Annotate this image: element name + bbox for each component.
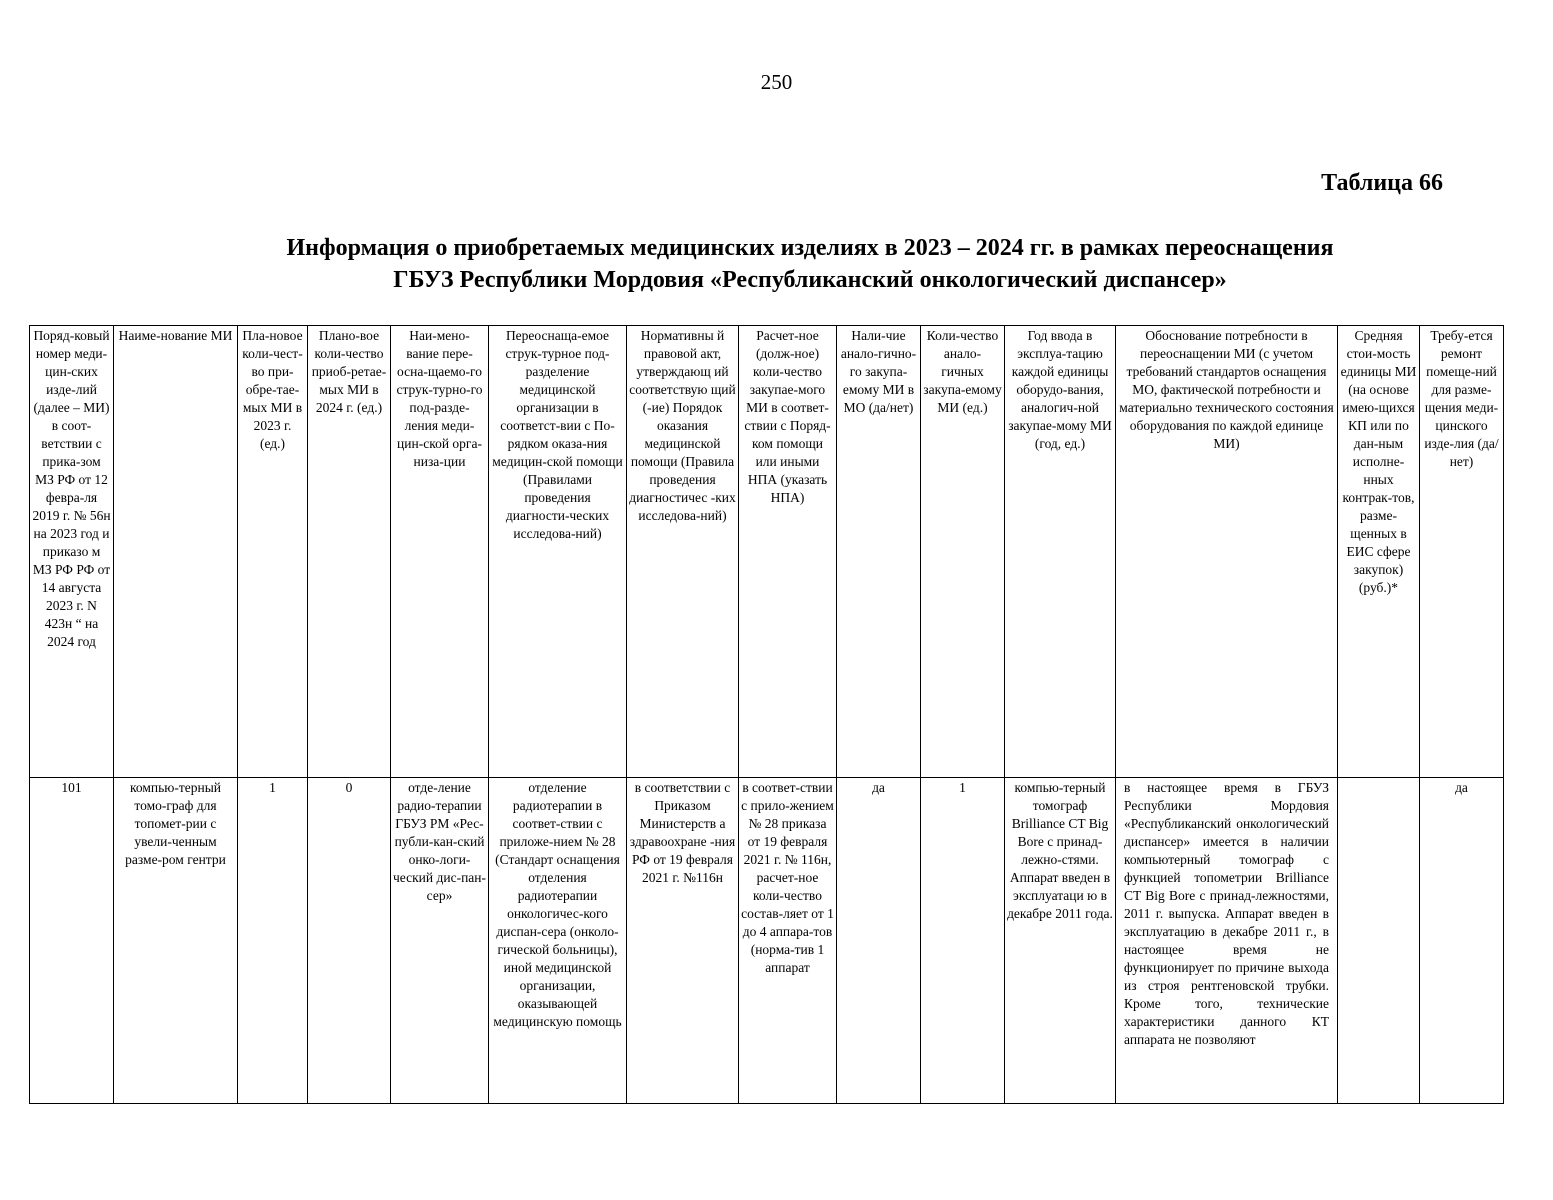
table-cell-serial-number: 101 bbox=[30, 778, 114, 1104]
header-cell-analog-available: Нали-чие анало-гично-го закупа-емому МИ в МО (да/нет) bbox=[837, 326, 921, 778]
table-label: Таблица 66 bbox=[1321, 170, 1443, 196]
header-cell-commissioning-year: Год ввода в эксплуа-тацию каждой единицы оборудо-вания, аналогич-ной закупае-мому МИ (год, ед.) bbox=[1005, 326, 1116, 778]
header-cell-serial-number: Поряд-ковый номер меди-цин-ских изде-лий (далее – МИ) в соот-ветствии с прика-зом МЗ РФ от 12 февра-ля 2019 г. № 56н на 2023 год и приказо м МЗ РФ РФ от 14 августа 2023 г. N 423н “ на 2024 год bbox=[30, 326, 114, 778]
header-cell-regulatory-act: Нормативны й правовой акт, утверждающ ий соответствую щий (-ие) Порядок оказания медицинской помощи (Правила проведения диагностичес -ких исследова-ний) bbox=[627, 326, 739, 778]
document-title bbox=[0, 232, 1553, 296]
document-title-line: ГБУЗ Республики Мордовия «Республиканский онкологический диспансер» bbox=[393, 267, 1227, 293]
table-cell-analog-count: 1 bbox=[921, 778, 1005, 1104]
header-cell-analog-count: Коли-чество анало-гичных закупа-емому МИ (ед.) bbox=[921, 326, 1005, 778]
header-cell-reequipped-unit: Переоснаща-емое струк-турное под-разделение медицинской организации в соответст-вии с По-рядком оказа-ния медицин-ской помощи (Правилами проведения диагности-ческих исследова-ний) bbox=[489, 326, 627, 778]
table-cell-repair-required: да bbox=[1420, 778, 1504, 1104]
table-cell-device-name: компью-терный томо-граф для топомет-рии с увели-ченным разме-ром гентри bbox=[114, 778, 238, 1104]
header-cell-repair-required: Требу-ется ремонт помеще-ний для разме-щения меди-цинского изде-лия (да/нет) bbox=[1420, 326, 1504, 778]
table-row bbox=[30, 778, 1504, 1104]
table-header-row bbox=[30, 326, 1504, 778]
header-cell-planned-2023: Пла-новое коли-чест-во при-обре-тае-мых МИ в 2023 г. (ед.) bbox=[238, 326, 308, 778]
document-title-line: Информация о приобретаемых медицинских изделиях в 2023 – 2024 гг. в рамках переоснащения bbox=[286, 235, 1334, 261]
header-cell-unit-name: Наи-мено-вание пере-осна-щаемо-го струк-турно-го под-разде-ления меди-цин-ской орга-низа-ции bbox=[391, 326, 489, 778]
table-cell-planned-2024: 0 bbox=[308, 778, 391, 1104]
table-cell-planned-2023: 1 bbox=[238, 778, 308, 1104]
table-cell-regulatory-act: в соответствии с Приказом Министерств а здравоохране -ния РФ от 19 февраля 2021 г. №116н bbox=[627, 778, 739, 1104]
table-cell-justification: в настоящее время в ГБУЗ Республики Мордовия «Республиканский онкологический диспансер» имеется в наличии компьютерный томограф с функцией топометрии Brilliance CT Big Bore с принад-лежностями, 2011 г. выпуска. Аппарат введен в эксплуатацию в декабре 2011 г., в настоящее время не функционирует по причине выхода из строя рентгеновской трубки. Кроме того, технические характеристики данного КТ аппарата не позволяют bbox=[1116, 778, 1338, 1104]
header-cell-average-cost: Средняя стои-мость единицы МИ (на основе имею-щихся КП или по дан-ным исполне-нных контрак-тов, разме-щенных в ЕИС сфере закупок) (руб.)* bbox=[1338, 326, 1420, 778]
page-number: 250 bbox=[760, 70, 793, 94]
table-cell-unit-name: отде-ление радио-терапии ГБУЗ РМ «Рес-публи-кан-ский онко-логи-ческий дис-пан-сер» bbox=[391, 778, 489, 1104]
header-cell-justification: Обоснование потребности в переоснащении МИ (с учетом требований стандартов оснащения МО, фактической потребности и материально технического состояния оборудования по каждой единице МИ) bbox=[1116, 326, 1338, 778]
equipment-table bbox=[29, 325, 1504, 1104]
table-cell-commissioning-year: компью-терный томограф Brilliance CT Big Bore с принад-лежно-стями. Аппарат введен в эксплуатаци ю в декабре 2011 года. bbox=[1005, 778, 1116, 1104]
table-cell-average-cost bbox=[1338, 778, 1420, 1104]
table-cell-reequipped-unit: отделение радиотерапии в соответ-ствии с приложе-нием № 28 (Стандарт оснащения отделения радиотерапии онкологичес-кого диспан-сера (онколо-гической больницы), иной медицинской организации, оказывающей медицинскую помощь bbox=[489, 778, 627, 1104]
header-cell-device-name: Наиме-нование МИ bbox=[114, 326, 238, 778]
table-cell-analog-available: да bbox=[837, 778, 921, 1104]
header-cell-planned-2024: Плано-вое коли-чество приоб-ретае-мых МИ в 2024 г. (ед.) bbox=[308, 326, 391, 778]
table-cell-calculated-quantity: в соответ-ствии с прило-жением № 28 приказа от 19 февраля 2021 г. № 116н, расчет-ное коли-чество состав-ляет от 1 до 4 аппара-тов (норма-тив 1 аппарат bbox=[739, 778, 837, 1104]
header-cell-calculated-quantity: Расчет-ное (долж-ное) коли-чество закупае-мого МИ в соответ-ствии с Поряд-ком помощи или иными НПА (указать НПА) bbox=[739, 326, 837, 778]
